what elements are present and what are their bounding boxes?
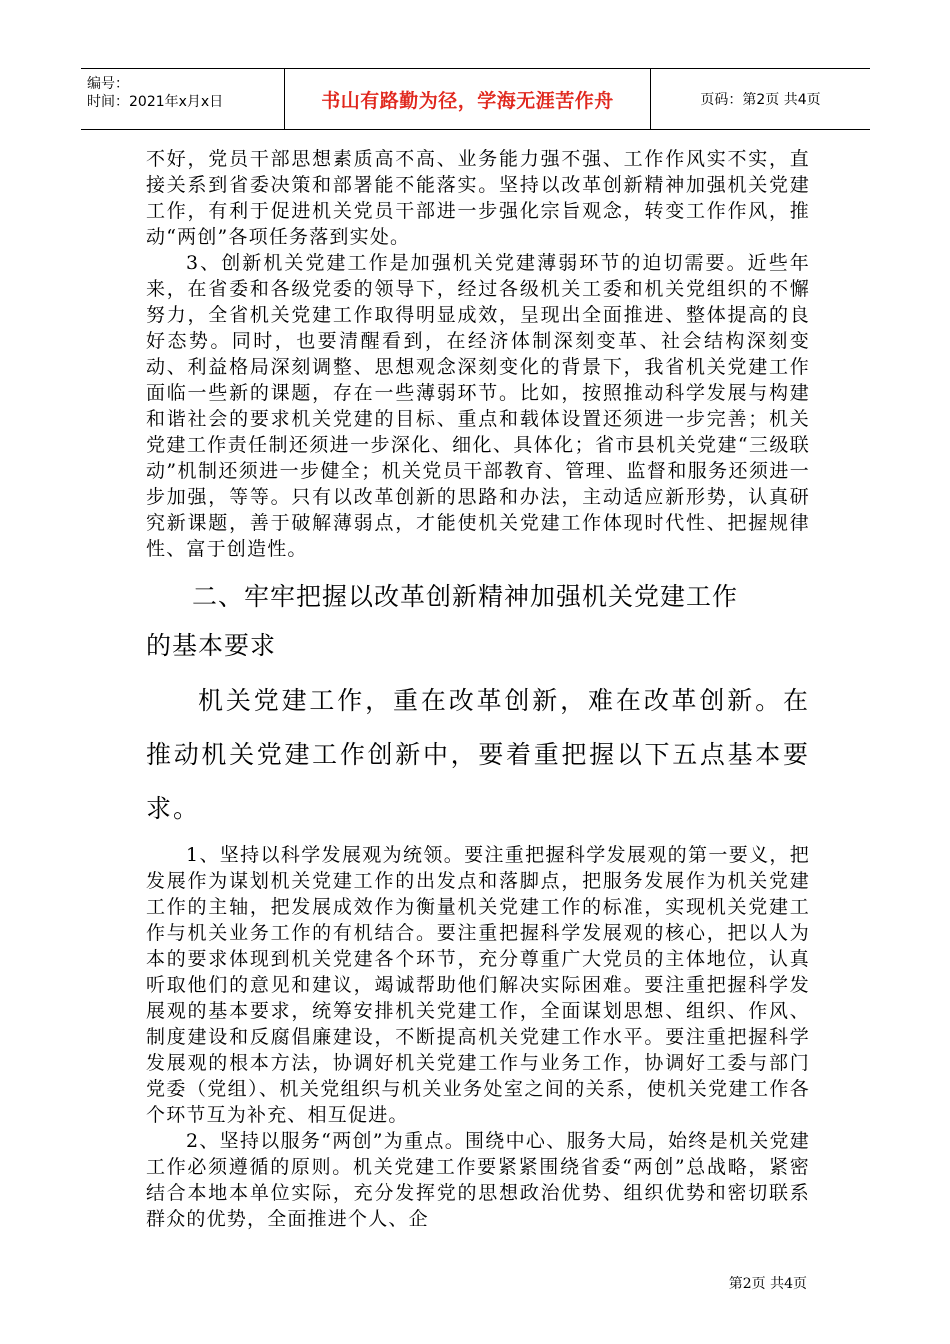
document-body — [146, 146, 810, 1232]
paragraph-requirement-2: 2、坚持以服务“两创”为重点。围绕中心、服务大局，始终是机关党建工作必须遵循的原则。机关党建工作要紧紧围绕省委“两创”总战略，紧密结合本地本单位实际，充分发挥党的思想政治优势、组织优势和密切联系群众的优势，全面推进个人、企 — [146, 1130, 810, 1230]
paragraph-continuation: 不好，党员干部思想素质高不高、业务能力强不强、工作作风实不实，直接关系到省委决策和部署能不能落实。坚持以改革创新精神加强机关党建工作，有利于促进机关党员干部进一步强化宗旨观念，转变工作作风，推动“两创”各项任务落到实处。 — [146, 148, 810, 248]
page-header — [81, 68, 870, 130]
section-requirements — [146, 842, 810, 1232]
paragraph-requirement-1: 1、坚持以科学发展观为统领。要注重把握科学发展观的第一要义，把发展作为谋划机关党建工作的出发点和落脚点，把服务发展作为机关党建工作的主轴，把发展成效作为衡量机关党建工作的标准，实现机关党建工作与机关业务工作的有机结合。要注重把握科学发展观的核心，把以人为本的要求体现到机关党建各个环节，充分尊重广大党员的主体地位，认真听取他们的意见和建议，竭诚帮助他们解决实际困难。要注重把握科学发展观的基本要求，统筹安排机关党建工作，全面谋划思想、组织、作风、制度建设和反腐倡廉建设，不断提高机关党建工作水平。要注重把握科学发展观的根本方法，协调好机关党建工作与业务工作，协调好工委与部门党委（党组）、机关党组织与机关业务处室之间的关系，使机关党建工作各个环节互为补充、相互促进。 — [146, 844, 810, 1126]
page-footer: 第2页 共4页 — [728, 1276, 807, 1292]
header-page-info: 页码：第2页 共4页 — [700, 92, 821, 108]
section-heading — [146, 572, 810, 670]
paragraph-point-3: 3、创新机关党建工作是加强机关党建薄弱环节的迫切需要。近些年来，在省委和各级党委的领导下，经过各级机关工委和机关党组织的不懈努力，全省机关党建工作取得明显成效，呈现出全面推进、整体提高的良好态势。同时，也要清醒看到，在经济体制深刻变革、社会结构深刻变动、利益格局深刻调整、思想观念深刻变化的背景下，我省机关党建工作面临一些新的课题，存在一些薄弱环节。比如，按照推动科学发展与构建和谐社会的要求机关党建的目标、重点和载体设置还须进一步完善；机关党建工作责任制还须进一步深化、细化、具体化；省市县机关党建“三级联动”机制还须进一步健全；机关党员干部教育、管理、监督和服务还须进一步加强，等等。只有以改革创新的思路和办法，主动适应新形势，认真研究新课题，善于破解薄弱点，才能使机关党建工作体现时代性、把握规律性、富于创造性。 — [146, 252, 810, 560]
heading-line-2: 的基本要求 — [146, 631, 277, 660]
section-top — [146, 146, 810, 562]
doc-number-label: 编号： — [87, 76, 129, 92]
header-motto: 书山有路勤为径，学海无涯苦作舟 — [285, 69, 651, 129]
heading-line-1: 二、牢牢把握以改革创新精神加强机关党建工作 — [192, 582, 739, 611]
header-meta — [81, 69, 285, 129]
time-label: 时间：2021年x月x日 — [87, 94, 224, 110]
intro-paragraph: 机关党建工作，重在改革创新，难在改革创新。在推动机关党建工作创新中，要着重把握以下五点基本要求。 — [146, 686, 810, 823]
